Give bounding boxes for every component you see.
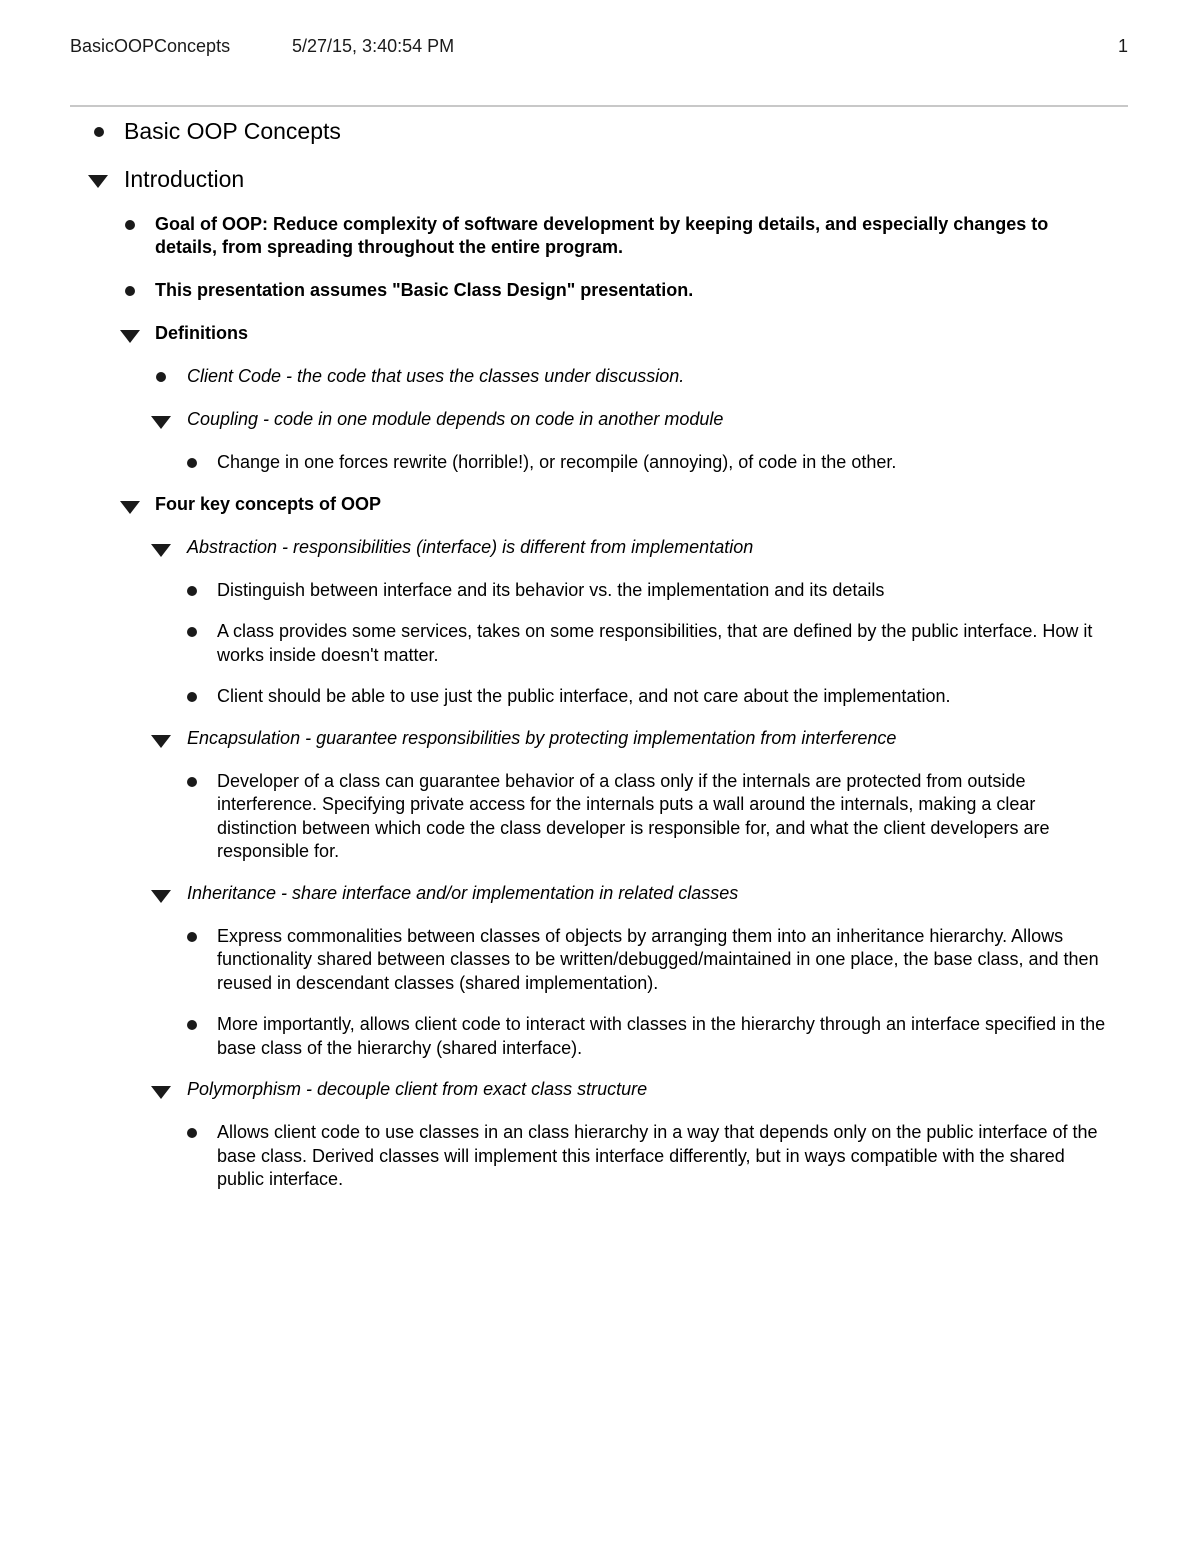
inheritance-detail-text: Express commonalities between classes of objects by arranging them into an inheritance hierarchy. Allows functionality shared between classes to be written/debugged/maintained in one place, the base class, and then reused in descendant classes (shared implementation). bbox=[217, 925, 1099, 993]
outline-item-inheritance[interactable] bbox=[0, 882, 1200, 905]
goal-text: Goal of OOP: Reduce complexity of software development by keeping details, and especially changes to details, from spreading throughout the entire program. bbox=[155, 214, 1049, 257]
outline-item-abstraction-detail bbox=[0, 620, 1200, 667]
abstraction-detail-text: Client should be able to use just the public interface, and not care about the implementation. bbox=[217, 686, 951, 706]
bullet-dot-icon bbox=[125, 220, 135, 230]
outline-item-abstraction-detail bbox=[0, 579, 1200, 603]
coupling-label: Coupling - code in one module depends on code in another module bbox=[187, 409, 724, 429]
abstraction-detail-text: A class provides some services, takes on some responsibilities, that are defined by the public interface. How it works inside doesn't matter. bbox=[217, 621, 1093, 665]
outline-item-abstraction-detail bbox=[0, 685, 1200, 709]
client-code-text: Client Code - the code that uses the classes under discussion. bbox=[187, 366, 685, 386]
page-header bbox=[70, 36, 1130, 62]
bullet-dot-icon bbox=[94, 127, 104, 137]
bullet-dot-icon bbox=[187, 458, 197, 468]
definitions-label: Definitions bbox=[155, 323, 248, 343]
page-number: 1 bbox=[1117, 36, 1128, 56]
disclosure-triangle-down-icon[interactable] bbox=[120, 330, 140, 343]
polymorphism-label: Polymorphism - decouple client from exact class structure bbox=[187, 1079, 648, 1099]
outline-item-coupling-detail bbox=[0, 451, 1200, 475]
encapsulation-detail-text: Developer of a class can guarantee behavior of a class only if the internals are protected from outside interference. Specifying private access for the internals puts a wall around the internals, making a clear distinction between which code the class developer is responsible for, and what the client developers are responsible for. bbox=[217, 770, 1050, 861]
disclosure-triangle-down-icon[interactable] bbox=[88, 175, 108, 188]
outline-item-inheritance-detail bbox=[0, 1013, 1200, 1060]
bullet-dot-icon bbox=[125, 286, 135, 296]
bullet-dot-icon bbox=[187, 1128, 197, 1138]
coupling-detail-text: Change in one forces rewrite (horrible!), or recompile (annoying), of code in the other. bbox=[217, 452, 897, 472]
outline-item-encapsulation[interactable] bbox=[0, 727, 1200, 750]
outline-item-abstraction[interactable] bbox=[0, 536, 1200, 559]
inheritance-detail-text: More importantly, allows client code to interact with classes in the hierarchy through an interface specified in the base class of the hierarchy (shared interface). bbox=[217, 1014, 1106, 1058]
assumes-text: This presentation assumes "Basic Class Design" presentation. bbox=[155, 280, 694, 300]
abstraction-label: Abstraction - responsibilities (interface) is different from implementation bbox=[187, 536, 754, 557]
polymorphism-detail-text: Allows client code to use classes in an class hierarchy in a way that depends only on the public interface of the base class. Derived classes will implement this interface differently, but in ways compatible with the shared public interface. bbox=[217, 1122, 1098, 1189]
bullet-dot-icon bbox=[156, 372, 166, 382]
outline-item-polymorphism-detail bbox=[0, 1121, 1200, 1192]
document-title: BasicOOPConcepts bbox=[70, 36, 231, 56]
bullet-dot-icon bbox=[187, 1020, 197, 1030]
disclosure-triangle-down-icon[interactable] bbox=[151, 544, 171, 557]
outline-item-assumes bbox=[0, 279, 1200, 302]
outline-title: Basic OOP Concepts bbox=[124, 118, 341, 144]
introduction-label: Introduction bbox=[124, 166, 245, 192]
outline-item-client-code bbox=[0, 365, 1200, 388]
outline-item-basic-oop-concepts bbox=[0, 117, 1200, 145]
abstraction-detail-text: Distinguish between interface and its behavior vs. the implementation and its details bbox=[217, 579, 885, 600]
bullet-dot-icon bbox=[187, 777, 197, 787]
outline-item-four-concepts[interactable] bbox=[0, 493, 1200, 516]
bullet-dot-icon bbox=[187, 692, 197, 702]
outline-item-encapsulation-detail bbox=[0, 770, 1200, 864]
disclosure-triangle-down-icon[interactable] bbox=[151, 890, 171, 903]
outline-item-polymorphism[interactable] bbox=[0, 1078, 1200, 1101]
outline-item-coupling[interactable] bbox=[0, 408, 1200, 431]
outline bbox=[0, 117, 1200, 1210]
bullet-dot-icon bbox=[187, 586, 197, 596]
outline-item-definitions[interactable] bbox=[0, 322, 1200, 345]
outline-item-introduction[interactable] bbox=[0, 165, 1200, 193]
bullet-dot-icon bbox=[187, 627, 197, 637]
disclosure-triangle-down-icon[interactable] bbox=[151, 735, 171, 748]
outline-item-inheritance-detail bbox=[0, 925, 1200, 996]
outline-item-goal bbox=[0, 213, 1200, 259]
header-divider bbox=[70, 105, 1128, 107]
print-timestamp: 5/27/15, 3:40:54 PM bbox=[292, 36, 455, 56]
disclosure-triangle-down-icon[interactable] bbox=[120, 501, 140, 514]
inheritance-label: Inheritance - share interface and/or implementation in related classes bbox=[187, 882, 739, 903]
encapsulation-label: Encapsulation - guarantee responsibilities by protecting implementation from interference bbox=[187, 727, 897, 748]
disclosure-triangle-down-icon[interactable] bbox=[151, 416, 171, 429]
disclosure-triangle-down-icon[interactable] bbox=[151, 1086, 171, 1099]
bullet-dot-icon bbox=[187, 932, 197, 942]
four-concepts-label: Four key concepts of OOP bbox=[155, 493, 382, 514]
